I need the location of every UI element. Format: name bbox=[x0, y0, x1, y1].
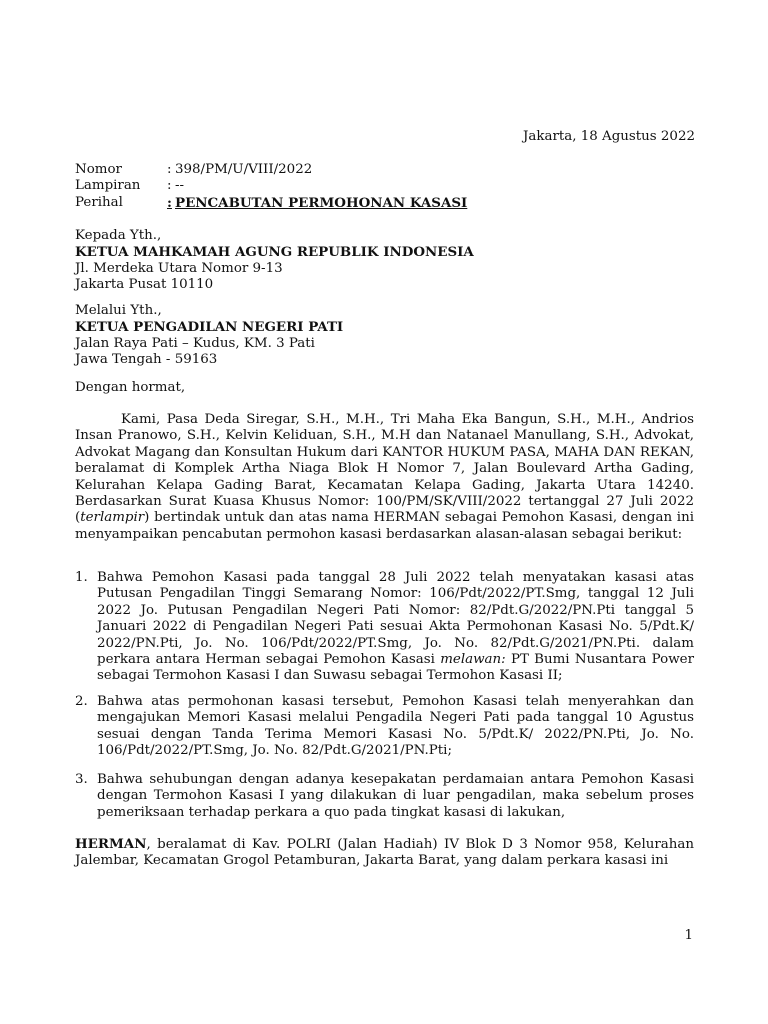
intro-italic: terlampir bbox=[80, 510, 145, 526]
meta-lampiran bbox=[75, 178, 467, 194]
meta-lampiran-label: Lampiran bbox=[75, 178, 141, 194]
letter-date: Jakarta, 18 Agustus 2022 bbox=[523, 129, 695, 144]
recipient-address-line: Jalan Raya Pati – Kudus, KM. 3 Pati bbox=[75, 335, 315, 351]
recipient-name: KETUA PENGADILAN NEGERI PATI bbox=[75, 319, 344, 336]
recipient-name: KETUA MAHKAMAH AGUNG REPUBLIK INDONESIA bbox=[75, 244, 474, 261]
list-item bbox=[75, 570, 694, 685]
list-item-number: 2. bbox=[75, 694, 88, 709]
letter-meta bbox=[75, 162, 467, 211]
recipient-greeting: Melalui Yth., bbox=[75, 303, 162, 318]
recipient-greeting: Kepada Yth., bbox=[75, 228, 162, 243]
meta-nomor-value: 398/PM/U/VIII/2022 bbox=[175, 162, 313, 177]
page-number: 1 bbox=[684, 928, 693, 943]
closing-paragraph bbox=[75, 836, 694, 870]
list-item-text-part: Bahwa Pemohon Kasasi pada tanggal 28 Juli 2022 telah menyatakan kasasi atas Putusan Pengadilan Tinggi Semarang Nomor: 106/Pdt/2022/PT.Smg, tanggal 12 Juli 2022 Jo. Putusan Pengadilan Negeri Pati Nomor: 82/Pdt.G/2022/PN.Pti tanggal 5 Januari 2022 di Pengadilan Negeri Pati sesuai Akta Permohonan Kasasi No. 5/Pdt.K/ 2022/PN.Pti, Jo. No. 106/Pdt/2022/PT.Smg, Jo. No. 82/Pdt.G/2021/PN.Pti. dalam perkara antara Herman sebagai Pemohon Kasasi bbox=[97, 570, 694, 668]
meta-colon: : bbox=[167, 178, 172, 194]
salutation: Dengan hormat, bbox=[75, 380, 186, 395]
reasons-list-3 bbox=[75, 772, 694, 821]
meta-nomor bbox=[75, 162, 467, 178]
meta-colon: : bbox=[167, 162, 172, 177]
intro-text: Kami, Pasa Deda Siregar, S.H., M.H., Tri Maha Eka Bangun, S.H., M.H., Andrios Insan Pranowo, S.H., Kelvin Keliduan, S.H., M.H dan Natanael Manullang, S.H., Advokat, Advokat Magang dan Konsultan Hukum dari KANTOR HUKUM PASA, MAHA DAN REKAN, beralamat di Komplek Artha Niaga Blok H Nomor 7, Jalan Boulevard Artha Gading, Kelurahan Kelapa Gading Barat, Kecamatan Kelapa Gading, Jakarta Utara 14240. Berdasarkan Surat Kuasa Khusus Nomor: 100/PM/SK/VIII/2022 tertanggal 27 Juli 2022 ( bbox=[75, 412, 694, 526]
meta-perihal bbox=[75, 195, 467, 211]
intro-paragraph bbox=[75, 412, 694, 543]
meta-perihal-label: Perihal bbox=[75, 194, 123, 210]
recipient-primary bbox=[75, 228, 695, 294]
list-item-number: 3. bbox=[75, 772, 88, 787]
meta-lampiran-value: -- bbox=[175, 178, 185, 194]
meta-colon: : bbox=[167, 194, 172, 211]
meta-perihal-value: PENCABUTAN PERMOHONAN KASASI bbox=[175, 194, 468, 211]
recipient-address-line: Jl. Merdeka Utara Nomor 9-13 bbox=[75, 260, 283, 276]
list-item bbox=[75, 772, 694, 821]
closing-party-name: HERMAN bbox=[75, 836, 147, 852]
list-item-text-part: PT Bumi Nusantara Power sebagai Termohon Kasasi I dan Suwasu sebagai Termohon Kasasi II; bbox=[97, 652, 694, 684]
meta-nomor-label: Nomor bbox=[75, 162, 122, 177]
reasons-list-2 bbox=[75, 694, 694, 760]
intro-text: ) bertindak untuk dan atas nama HERMAN sebagai Pemohon Kasasi, dengan ini menyampaikan pencabutan permohon kasasi berdasarkan alasan-alasan sebagai berikut: bbox=[75, 510, 694, 542]
list-item-text: Bahwa atas permohonan kasasi tersebut, Pemohon Kasasi telah menyerahkan dan mengajukan Memori Kasasi melalui Pengadila Negeri Pati pada tanggal 10 Agustus sesuai dengan Tanda Terima Memori Kasasi No. 5/Pdt.K/ 2022/PN.Pti, Jo. No. 106/Pdt/2022/PT.Smg, Jo. No. 82/Pdt.G/2021/PN.Pti; bbox=[97, 694, 694, 759]
list-item-number: 1. bbox=[75, 570, 88, 585]
reasons-list-1 bbox=[75, 570, 694, 685]
list-item bbox=[75, 694, 694, 760]
list-item-text bbox=[97, 570, 694, 685]
list-item-italic: melawan: bbox=[440, 652, 506, 668]
recipient-address-line: Jawa Tengah - 59163 bbox=[75, 352, 218, 368]
recipient-via bbox=[75, 303, 695, 369]
closing-text: , beralamat di Kav. POLRI (Jalan Hadiah) IV Blok D 3 Nomor 958, Kelurahan Jalembar, Kecamatan Grogol Petamburan, Jakarta Barat, yang dalam perkara kasasi ini bbox=[75, 837, 694, 869]
list-item-text: Bahwa sehubungan dengan adanya kesepakatan perdamaian antara Pemohon Kasasi dengan Termohon Kasasi I yang dilakukan di luar pengadilan, maka sebelum proses pemeriksaan terhadap perkara a quo pada tingkat kasasi di lakukan, bbox=[97, 772, 694, 820]
recipient-address-line: Jakarta Pusat 10110 bbox=[75, 277, 214, 293]
